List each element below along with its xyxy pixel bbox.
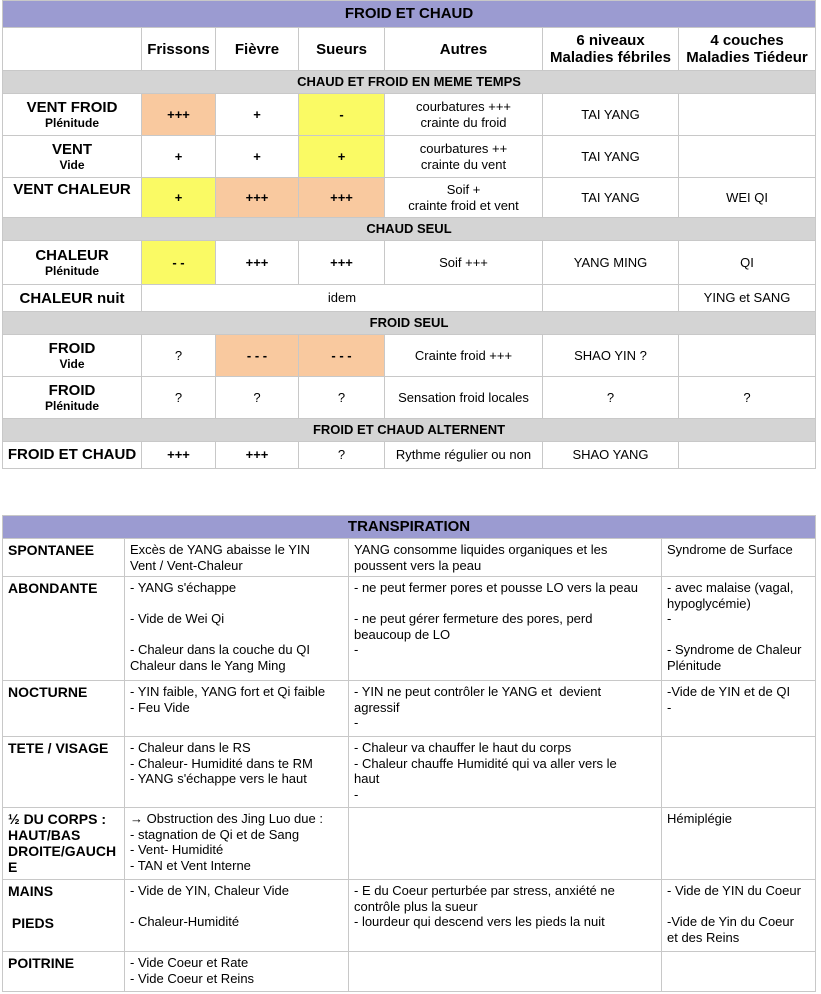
cell-mechanism [349, 880, 662, 952]
cell-frissons: +++ [142, 94, 216, 136]
cell-line: HAUT/BAS [8, 827, 81, 843]
cell-couches [679, 335, 816, 377]
cell-line: - Chaleur- Humidité dans te RM [130, 755, 313, 771]
cell-sueurs: +++ [299, 178, 385, 218]
section-header: FROID ET CHAUD ALTERNENT [3, 419, 816, 442]
cell-line [667, 627, 810, 643]
cell-autres: Soif +++ [385, 241, 543, 285]
cell-line [354, 596, 656, 612]
row-label: FROID ET CHAUD [3, 442, 142, 469]
cell-line: - Vide Coeur et Reins [130, 970, 255, 986]
cell-niveaux [543, 285, 679, 312]
cell-line: - [354, 642, 359, 657]
cell-niveaux: YANG MING [543, 241, 679, 285]
cell-couches [679, 94, 816, 136]
cell-line: - Syndrome de Chaleur [667, 642, 802, 657]
cell-autres: Crainte froid +++ [385, 335, 543, 377]
table-row [3, 335, 816, 377]
header-frissons: Frissons [142, 28, 216, 71]
cell-frissons: ? [142, 377, 216, 419]
cell-line: Hémiplégie [667, 811, 733, 826]
cell-fievre: +++ [216, 241, 299, 285]
cell-line: - Feu Vide [130, 699, 190, 715]
cell-couches [679, 136, 816, 178]
cell-merged: idem [142, 285, 543, 312]
cell-syndrome [662, 681, 816, 737]
cell-line: ½ DU CORPS : [8, 811, 107, 827]
row-label: VENT CHALEUR [3, 178, 142, 218]
cell-fievre: +++ [216, 178, 299, 218]
cell-line: - TAN et Vent Interne [130, 857, 251, 873]
cell-line: - YIN ne peut contrôler le YANG et devient [354, 684, 602, 699]
table-row [3, 285, 816, 312]
row-label [3, 952, 125, 992]
cell-fievre: - - - [216, 335, 299, 377]
cell-line: - [667, 699, 672, 715]
cell-line: NOCTURNE [8, 684, 88, 700]
cell-line: → Obstruction des Jing Luo due : [130, 811, 323, 826]
cell-syndrome [662, 880, 816, 952]
cell-sueurs: - [299, 94, 385, 136]
cell-mechanism [349, 681, 662, 737]
cell-line: - Vide Coeur et Rate [130, 955, 249, 970]
cell-sueurs: + [299, 136, 385, 178]
cell-autres: courbatures +++ crainte du froid [385, 94, 543, 136]
cell-mechanism [349, 952, 662, 992]
cell-line [667, 899, 810, 915]
row-label: CHALEUR nuit [3, 285, 142, 312]
cell-line: - lourdeur qui descend vers les pieds la nuit [354, 914, 605, 929]
cell-frissons: +++ [142, 442, 216, 469]
table-row [3, 442, 816, 469]
cell-line: POITRINE [8, 955, 75, 971]
cell-niveaux: ? [543, 377, 679, 419]
cell-line: - YANG s'échappe vers le haut [130, 771, 307, 786]
table-row [3, 880, 816, 952]
cell-frissons: - - [142, 241, 216, 285]
table-title: TRANSPIRATION [3, 516, 816, 539]
cell-cause [125, 952, 349, 992]
cell-line: Syndrome de Surface [667, 542, 793, 557]
table-row [3, 377, 816, 419]
row-label [3, 681, 125, 737]
row-label: FROID Vide [3, 335, 142, 377]
cell-line: hypoglycémie) [667, 595, 751, 611]
cell-line: -Vide de YIN et de QI [667, 684, 791, 699]
cell-syndrome [662, 539, 816, 577]
cell-line [130, 596, 343, 612]
cell-line: - [354, 715, 359, 730]
cell-line: TETE / VISAGE [8, 740, 109, 756]
row-label [3, 808, 125, 880]
cell-line: beaucoup de LO [354, 626, 451, 642]
row-label: FROID Plénitude [3, 377, 142, 419]
cell-frissons: ? [142, 335, 216, 377]
cell-line: - Chaleur chauffe Humidité qui va aller vers le [354, 755, 617, 771]
header-autres: Autres [385, 28, 543, 71]
froid-chaud-table [2, 0, 816, 469]
cell-autres: Soif + crainte froid et vent [385, 178, 543, 218]
cell-couches: WEI QI [679, 178, 816, 218]
cell-line: - Vide de Wei Qi [130, 611, 225, 626]
row-label: VENT FROID Plénitude [3, 94, 142, 136]
cell-sueurs: ? [299, 442, 385, 469]
cell-line: - Chaleur dans le RS [130, 740, 251, 755]
cell-line [130, 627, 343, 643]
cell-line: - [354, 786, 359, 802]
row-label: CHALEUR Plénitude [3, 241, 142, 285]
cell-line: YANG consomme liquides organiques et les [354, 542, 608, 557]
section-header: FROID SEUL [3, 312, 816, 335]
cell-line: poussent vers la peau [354, 557, 482, 573]
cell-niveaux: TAI YANG [543, 94, 679, 136]
cell-fievre: ? [216, 377, 299, 419]
cell-line: - Vent- Humidité [130, 842, 224, 857]
row-label [3, 539, 125, 577]
cell-syndrome [662, 952, 816, 992]
cell-line: et des Reins [667, 929, 740, 945]
table-row [3, 241, 816, 285]
cell-line: Excès de YANG abaisse le YIN [130, 542, 310, 557]
cell-syndrome [662, 577, 816, 681]
cell-line: - avec malaise (vagal, [667, 580, 794, 595]
table-row [3, 577, 816, 681]
cell-cause [125, 808, 349, 880]
table-row [3, 539, 816, 577]
cell-niveaux: SHAO YANG [543, 442, 679, 469]
cell-line: SPONTANEE [8, 542, 95, 558]
cell-line: - Vide de YIN, Chaleur Vide [130, 883, 289, 898]
cell-line: - stagnation de Qi et de Sang [130, 826, 300, 842]
cell-syndrome [662, 737, 816, 808]
cell-cause [125, 737, 349, 808]
table-title: FROID ET CHAUD [3, 1, 816, 28]
cell-couches: QI [679, 241, 816, 285]
header-fievre: Fièvre [216, 28, 299, 71]
row-label [3, 880, 125, 952]
cell-couches: ? [679, 377, 816, 419]
cell-mechanism [349, 808, 662, 880]
cell-niveaux: TAI YANG [543, 136, 679, 178]
table-row [3, 808, 816, 880]
row-label [3, 737, 125, 808]
cell-mechanism [349, 737, 662, 808]
cell-line: - Chaleur dans la couche du QI [130, 642, 310, 657]
cell-line: Plénitude [667, 657, 722, 673]
header-empty [3, 28, 142, 71]
table-row [3, 94, 816, 136]
cell-line: - Chaleur va chauffer le haut du corps [354, 740, 572, 755]
section-header: CHAUD SEUL [3, 218, 816, 241]
cell-line: - Vide de YIN du Coeur [667, 883, 801, 898]
cell-line: MAINS [8, 883, 54, 899]
cell-sueurs: ? [299, 377, 385, 419]
row-label: VENT Vide [3, 136, 142, 178]
cell-line: haut [354, 771, 380, 786]
cell-line: - Chaleur-Humidité [130, 914, 240, 929]
cell-line: Chaleur dans le Yang Ming [130, 657, 286, 673]
cell-line [8, 899, 119, 915]
header-6-niveaux: 6 niveaux Maladies fébriles [543, 28, 679, 71]
cell-mechanism [349, 539, 662, 577]
cell-line: E [8, 859, 18, 875]
cell-couches: YING et SANG [679, 285, 816, 312]
cell-couches [679, 442, 816, 469]
table-row [3, 136, 816, 178]
cell-mechanism [349, 577, 662, 681]
cell-line: agressif [354, 699, 400, 715]
cell-line [130, 899, 343, 915]
cell-line: - [667, 611, 672, 626]
section-header: CHAUD ET FROID EN MEME TEMPS [3, 71, 816, 94]
cell-line: - ne peut fermer pores et pousse LO vers la peau [354, 580, 638, 595]
table-row [3, 178, 816, 218]
cell-niveaux: SHAO YIN ? [543, 335, 679, 377]
row-label [3, 577, 125, 681]
table-row [3, 737, 816, 808]
cell-line: - ne peut gérer fermeture des pores, perd [354, 611, 593, 626]
cell-fievre: + [216, 94, 299, 136]
cell-syndrome [662, 808, 816, 880]
cell-autres: Sensation froid locales [385, 377, 543, 419]
header-sueurs: Sueurs [299, 28, 385, 71]
cell-autres: Rythme régulier ou non [385, 442, 543, 469]
cell-frissons: + [142, 136, 216, 178]
cell-fievre: +++ [216, 442, 299, 469]
cell-cause [125, 681, 349, 737]
cell-line: ABONDANTE [8, 580, 98, 596]
cell-frissons: + [142, 178, 216, 218]
cell-line: PIEDS [8, 915, 54, 931]
cell-line: - YANG s'échappe [130, 580, 237, 595]
cell-sueurs: +++ [299, 241, 385, 285]
cell-line: - YIN faible, YANG fort et Qi faible [130, 684, 326, 699]
cell-sueurs: - - - [299, 335, 385, 377]
table-row [3, 681, 816, 737]
cell-line: DROITE/GAUCH [8, 843, 117, 859]
cell-line: Vent / Vent-Chaleur [130, 557, 243, 573]
cell-cause [125, 577, 349, 681]
transpiration-table [2, 515, 816, 992]
cell-cause [125, 880, 349, 952]
cell-line: contrôle plus la sueur [354, 898, 478, 914]
cell-fievre: + [216, 136, 299, 178]
table-row [3, 952, 816, 992]
cell-cause [125, 539, 349, 577]
cell-line: -Vide de Yin du Coeur [667, 914, 794, 929]
cell-autres: courbatures ++ crainte du vent [385, 136, 543, 178]
header-4-couches: 4 couches Maladies Tiédeur [679, 28, 816, 71]
cell-niveaux: TAI YANG [543, 178, 679, 218]
cell-line: - E du Coeur perturbée par stress, anxiété ne [354, 883, 615, 898]
